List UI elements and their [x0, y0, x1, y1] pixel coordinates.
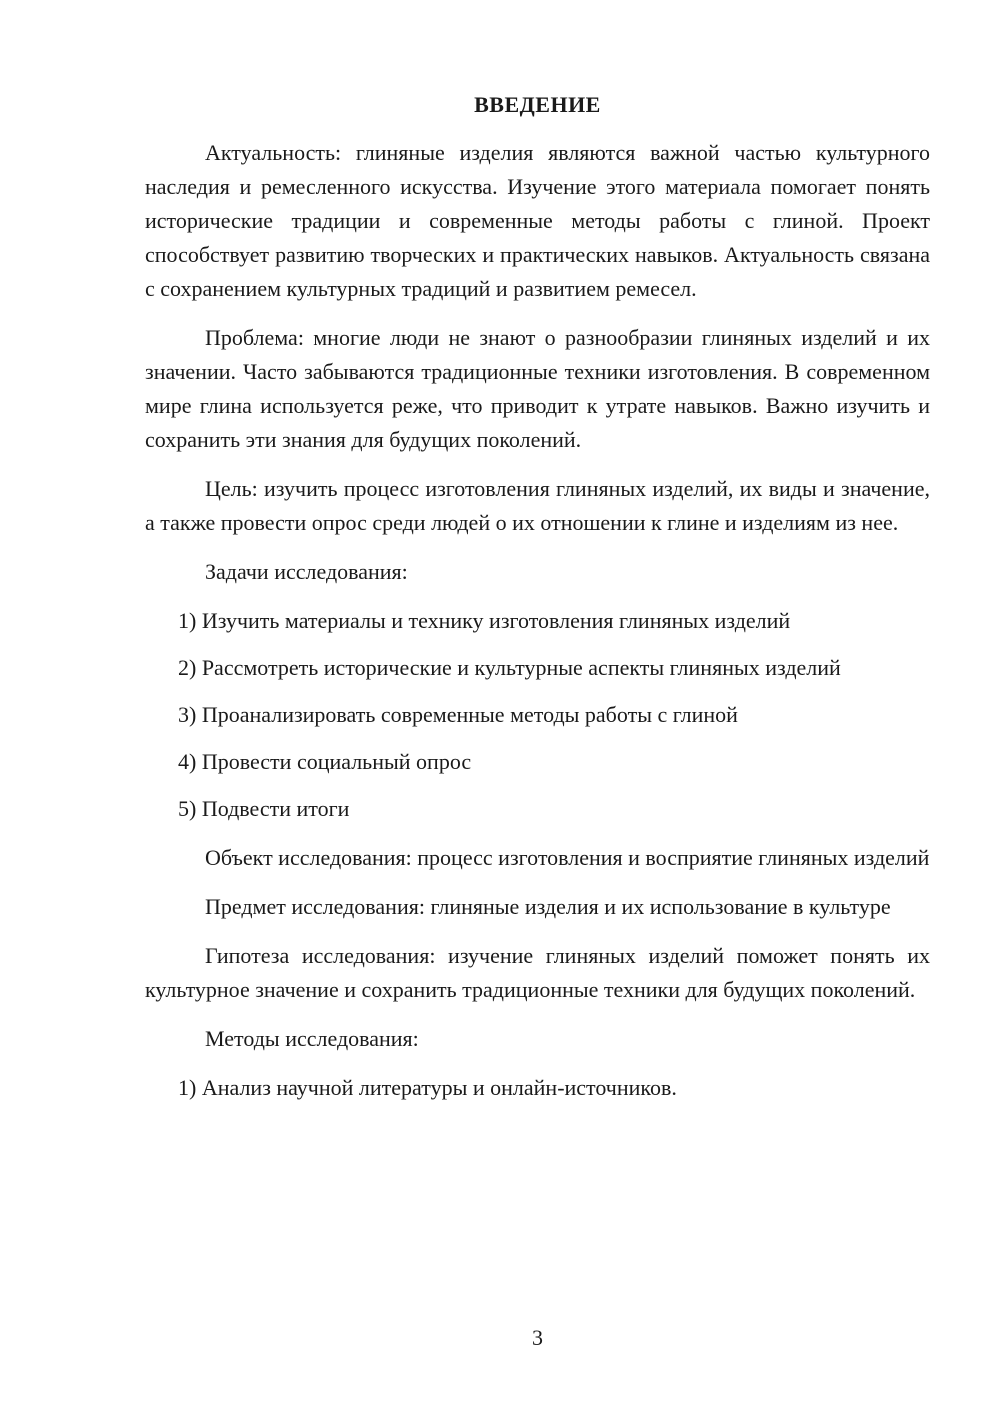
task-item: 4) Провести социальный опрос	[178, 749, 472, 774]
paragraph-object: Объект исследования: процесс изготовления и восприятие глиняных изделий	[205, 845, 930, 870]
tasks-label: Задачи исследования:	[205, 559, 408, 584]
methods-list	[145, 1071, 930, 1105]
paragraph-goal: Цель: изучить процесс изготовления глиняных изделий, их виды и значение, а также провести опрос среди людей о их отношении к глине и изделиям из нее.	[145, 476, 930, 535]
paragraph-subject: Предмет исследования: глиняные изделия и их использование в культуре	[205, 894, 891, 919]
task-item: 1) Изучить материалы и технику изготовления глиняных изделий	[178, 608, 791, 633]
paragraph-problem: Проблема: многие люди не знают о разнообразии глиняных изделий и их значении. Часто забываются традиционные техники изготовления. В современном мире глина используется реже, что приводит к утрате навыков. Важно изучить и сохранить эти знания для будущих поколений.	[145, 325, 930, 452]
introduction-heading: ВВЕДЕНИЕ	[474, 92, 601, 117]
paragraph-hypothesis: Гипотеза исследования: изучение глиняных изделий поможет понять их культурное значение и сохранить традиционные техники для будущих поколений.	[145, 943, 930, 1002]
page-number: 3	[532, 1325, 543, 1350]
methods-label: Методы исследования:	[205, 1026, 419, 1051]
task-item: 5) Подвести итоги	[178, 796, 350, 821]
paragraph-relevance: Актуальность: глиняные изделия являются важной частью культурного наследия и ремесленного искусства. Изучение этого материала помогает понять исторические традиции и современные методы работы с глиной. Проект способствует развитию творческих и практических навыков. Актуальность связана с сохранением культурных традиций и развитием ремесел.	[145, 140, 930, 301]
task-item: 3) Проанализировать современные методы работы с глиной	[178, 702, 738, 727]
tasks-list	[145, 604, 930, 826]
task-item: 2) Рассмотреть исторические и культурные аспекты глиняных изделий	[178, 655, 841, 680]
method-item: 1) Анализ научной литературы и онлайн-источников.	[178, 1075, 677, 1100]
